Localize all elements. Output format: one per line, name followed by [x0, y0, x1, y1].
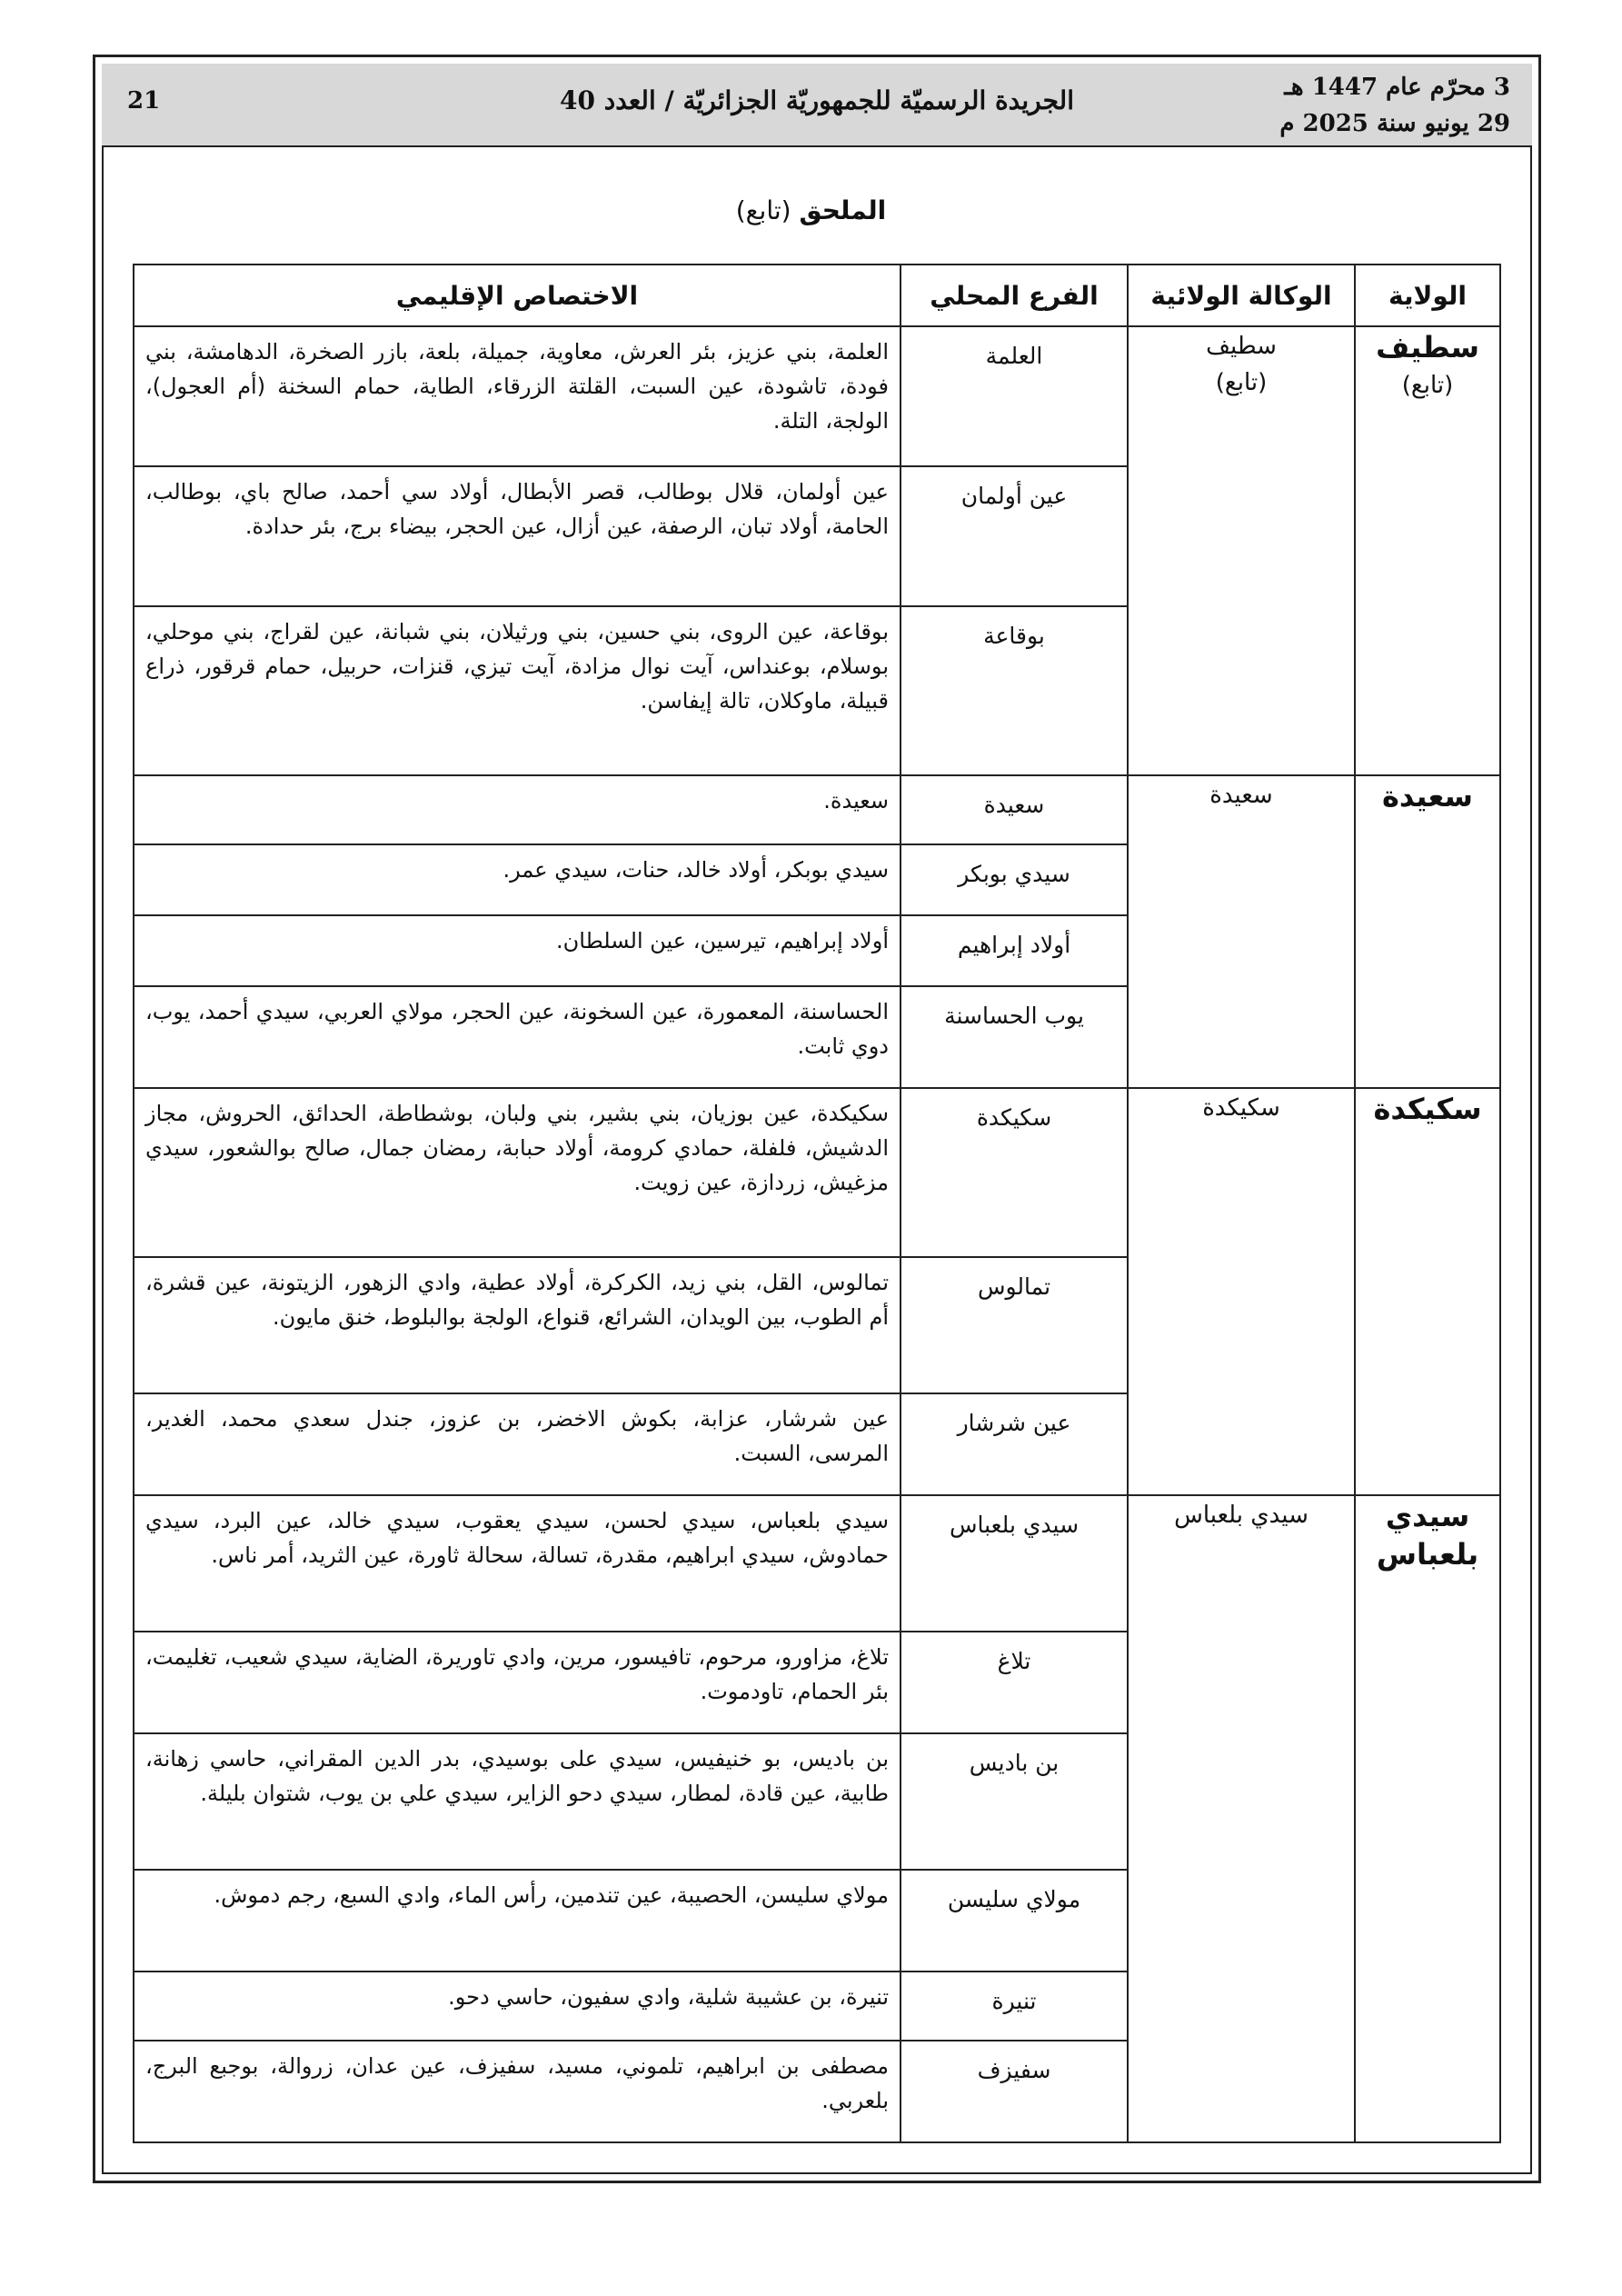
jurisdiction-cell: عين أولمان، قلال بوطالب، قصر الأبطال، أولاد سي أحمد، صالح باي، بوطالب، الحامة، أولاد تبان، الرصفة، عين أزال، عين الحجر، بيضاء برج، بئر حدادة. [134, 466, 901, 606]
annex-title: الملحق [799, 195, 887, 225]
wilaya-cell [1355, 1088, 1500, 1495]
col-agency: الوكالة الولائية [1128, 265, 1355, 326]
jurisdiction-cell: تنيرة، بن عشيبة شلية، وادي سفيون، حاسي دحو. [134, 1972, 901, 2041]
branch-cell: سيدي بوبكر [901, 844, 1128, 915]
jurisdiction-cell: العلمة، بني عزيز، بئر العرش، معاوية، جميلة، بلعة، بازر الصخرة، الدهامشة، بني فودة، تاشودة، عين السبت، القلتة الزرقاء، الطاية، حمام السخنة (أم العجول)، الولجة، التلة. [134, 326, 901, 466]
agency-name: سكيكدة [1202, 1094, 1280, 1122]
branch-cell: بوقاعة [901, 606, 1128, 775]
table-body [134, 326, 1500, 2142]
table-row [134, 775, 1500, 844]
wilaya-cell [1355, 1495, 1500, 2142]
branch-cell: سكيكدة [901, 1088, 1128, 1257]
annex-suffix: (تابع) [735, 195, 791, 225]
wilaya-name: سيدي بلعباس [1376, 1499, 1479, 1572]
branch-cell: تنيرة [901, 1972, 1128, 2041]
branch-cell: تمالوس [901, 1257, 1128, 1393]
gazette-title: الجريدة الرسميّة للجمهوريّة الجزائريّة / العدد 40 [560, 85, 1074, 115]
branch-cell: أولاد إبراهيم [901, 915, 1128, 986]
jurisdiction-cell: تلاغ، مزاورو، مرحوم، تافيسور، مرين، وادي تاوريرة، الضاية، سيدي شعيب، تغليمت، بئر الحمام، تاودموت. [134, 1632, 901, 1733]
jurisdiction-cell: الحساسنة، المعمورة، عين السخونة، عين الحجر، مولاي العربي، سيدي أحمد، يوب، دوي ثابت. [134, 986, 901, 1088]
branch-cell: مولاي سليسن [901, 1870, 1128, 1972]
branch-cell: تلاغ [901, 1632, 1128, 1733]
branch-cell: سعيدة [901, 775, 1128, 844]
jurisdiction-cell: مولاي سليسن، الحصيبة، عين تندمين، رأس الماء، وادي السبع، رجم دموش. [134, 1870, 901, 1972]
agency-name: سطيف [1206, 333, 1277, 360]
agency-cell [1128, 326, 1355, 775]
jurisdiction-cell: مصطفى بن ابراهيم، تلموني، مسيد، سفيزف، عين عدان، زروالة، بوجبع البرج، بلعربي. [134, 2041, 901, 2142]
wilaya-name: سكيكدة [1373, 1092, 1482, 1126]
jurisdiction-cell: سعيدة. [134, 775, 901, 844]
hijri-date: 3 محرّم عام 1447 هـ [1284, 74, 1510, 101]
wilaya-name: سطيف [1376, 330, 1479, 364]
annex-heading [0, 195, 1622, 225]
branch-cell: يوب الحساسنة [901, 986, 1128, 1088]
gregorian-date: 29 يونيو سنة 2025 م [1279, 110, 1510, 137]
branch-cell: سيدي بلعباس [901, 1495, 1128, 1632]
table-row [134, 326, 1500, 466]
agency-name: سيدي بلعباس [1174, 1502, 1309, 1529]
table-header-row [134, 265, 1500, 326]
wilaya-cell [1355, 326, 1500, 775]
agency-cell [1128, 1088, 1355, 1495]
branch-cell: العلمة [901, 326, 1128, 466]
col-branch: الفرع المحلي [901, 265, 1128, 326]
table-row [134, 1088, 1500, 1257]
wilaya-cell [1355, 775, 1500, 1088]
col-wilaya: الولاية [1355, 265, 1500, 326]
col-jurisdiction: الاختصاص الإقليمي [134, 265, 901, 326]
jurisdiction-cell: بوقاعة، عين الروى، بني حسين، بني ورثيلان، بني شبانة، عين لقراج، بني موحلي، بوسلام، بوعنداس، آيت نوال مزادة، آيت تيزي، قنزات، حربيل، حمام قرقور، ذراع قبيلة، ماوكلان، تالة إيفاسن. [134, 606, 901, 775]
wilaya-name: سعيدة [1382, 779, 1473, 814]
branch-cell: سفيزف [901, 2041, 1128, 2142]
table-row [134, 1495, 1500, 1632]
agency-cell [1128, 775, 1355, 1088]
jurisdiction-cell: سكيكدة، عين بوزيان، بني بشير، بني ولبان، بوشطاطة، الحدائق، الحروش، مجاز الدشيش، فلفلة، حمادي كرومة، أولاد حبابة، رمضان جمال، صالح بوالشعور، سيدي مزغيش، زردازة، عين زويت. [134, 1088, 901, 1257]
jurisdiction-cell: عين شرشار، عزابة، بكوش الاخضر، بن عزوز، جندل سعدي محمد، الغدير، المرسى، السبت. [134, 1393, 901, 1495]
agency-note: (تابع) [1215, 369, 1268, 396]
branch-cell: بن باديس [901, 1733, 1128, 1870]
agency-cell [1128, 1495, 1355, 2142]
jurisdiction-cell: بن باديس، بو خنيفيس، سيدي على بوسيدي، بدر الدين المقراني، حاسي زهانة، طابية، عين قادة، لمطار، سيدي دحو الزاير، سيدي علي بن يوب، شتوان بليلة. [134, 1733, 901, 1870]
agency-name: سعيدة [1209, 782, 1273, 809]
jurisdiction-cell: أولاد إبراهيم، تيرسين، عين السلطان. [134, 915, 901, 986]
branch-cell: عين شرشار [901, 1393, 1128, 1495]
gazette-header [102, 64, 1532, 147]
jurisdiction-table [133, 264, 1501, 2143]
jurisdiction-cell: سيدي بوبكر، أولاد خالد، حنات، سيدي عمر. [134, 844, 901, 915]
jurisdiction-cell: سيدي بلعباس، سيدي لحسن، سيدي يعقوب، سيدي خالد، عين البرد، سيدي حمادوش، سيدي ابراهيم، مقدرة، تسالة، سحالة ثاورة، عين الثريد، أمر ناس. [134, 1495, 901, 1632]
page-number: 21 [127, 87, 161, 115]
branch-cell: عين أولمان [901, 466, 1128, 606]
wilaya-note: (تابع) [1401, 372, 1454, 399]
jurisdiction-cell: تمالوس، القل، بني زيد، الكركرة، أولاد عطية، وادي الزهور، الزيتونة، عين قشرة، أم الطوب، بين الويدان، الشرائع، قنواع، الولجة بوالبلوط، خنق مايون. [134, 1257, 901, 1393]
